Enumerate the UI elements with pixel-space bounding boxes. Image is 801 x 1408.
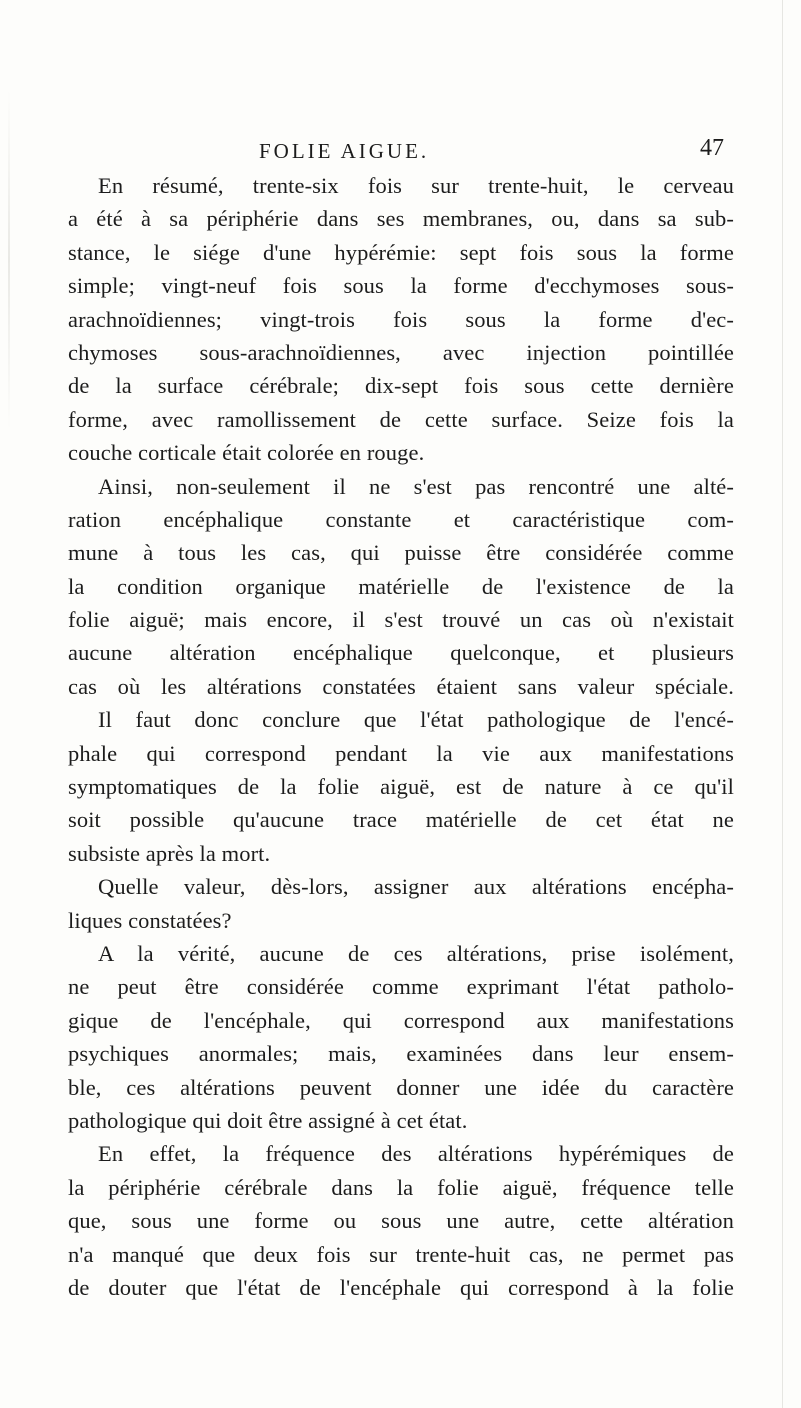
text-line: aucune altération encéphalique quelconque, et plusieurs: [68, 640, 734, 666]
text-line: ration encéphalique constante et caractéristique com-: [68, 506, 734, 532]
text-line: cas où les altérations constatées étaient sans valeur spéciale.: [68, 673, 734, 699]
page-gutter-shadow: [8, 90, 10, 430]
text-line: n'a manqué que deux fois sur trente-huit cas, ne permet pas: [68, 1241, 734, 1267]
text-line: folie aiguë; mais encore, il s'est trouvé un cas où n'existait: [68, 607, 734, 633]
text-line: de douter que l'état de l'encéphale qui correspond à la folie: [68, 1274, 734, 1300]
text-line: arachnoïdiennes; vingt-trois fois sous la forme d'ec-: [68, 306, 734, 332]
text-line: Quelle valeur, dès-lors, assigner aux altérations encépha-: [98, 874, 734, 900]
text-line: a été à sa périphérie dans ses membranes, ou, dans sa sub-: [68, 206, 734, 232]
text-line: Il faut donc conclure que l'état pathologique de l'encé-: [98, 707, 734, 733]
text-line: de la surface cérébrale; dix-sept fois sous cette dernière: [68, 373, 734, 399]
text-line: que, sous une forme ou sous une autre, cette altération: [68, 1208, 734, 1234]
text-line: ble, ces altérations peuvent donner une idée du caractère: [68, 1074, 734, 1100]
text-line: Ainsi, non-seulement il ne s'est pas rencontré une alté-: [98, 473, 734, 499]
text-line: En résumé, trente-six fois sur trente-huit, le cerveau: [98, 173, 734, 198]
text-line: stance, le siége d'une hypérémie: sept fois sous la forme: [68, 239, 734, 265]
text-line: couche corticale était colorée en rouge.: [68, 440, 425, 466]
page-edge-shadow: [782, 0, 783, 1408]
text-line: forme, avec ramollissement de cette surface. Seize fois la: [68, 406, 734, 432]
text-line: subsiste après la mort.: [68, 840, 271, 866]
text-line: pathologique qui doit être assigné à cet état.: [68, 1107, 468, 1133]
text-line: liques constatées?: [68, 907, 232, 933]
text-line: simple; vingt-neuf fois sous la forme d'ecchymoses sous-: [68, 273, 734, 299]
body-text: [68, 169, 734, 1304]
running-title: FOLIE AIGUE.: [259, 139, 430, 163]
text-line: chymoses sous-arachnoïdiennes, avec injection pointillée: [68, 339, 734, 365]
text-line: phale qui correspond pendant la vie aux manifestations: [68, 740, 734, 766]
text-line: mune à tous les cas, qui puisse être considérée comme: [68, 540, 734, 566]
text-line: soit possible qu'aucune trace matérielle de cet état ne: [68, 807, 734, 833]
text-line: psychiques anormales; mais, examinées dans leur ensem-: [68, 1041, 734, 1067]
text-line: A la vérité, aucune de ces altérations, prise isolément,: [98, 940, 734, 966]
text-line: En effet, la fréquence des altérations hypérémiques de: [98, 1141, 734, 1167]
text-line: gique de l'encéphale, qui correspond aux manifestations: [68, 1007, 734, 1033]
text-line: ne peut être considérée comme exprimant l'état patholo-: [68, 974, 734, 1000]
page-number: 47: [700, 135, 724, 161]
text-line: la condition organique matérielle de l'existence de la: [68, 573, 734, 599]
text-line: symptomatiques de la folie aiguë, est de nature à ce qu'il: [68, 774, 734, 800]
text-line: la périphérie cérébrale dans la folie aiguë, fréquence telle: [68, 1174, 734, 1200]
